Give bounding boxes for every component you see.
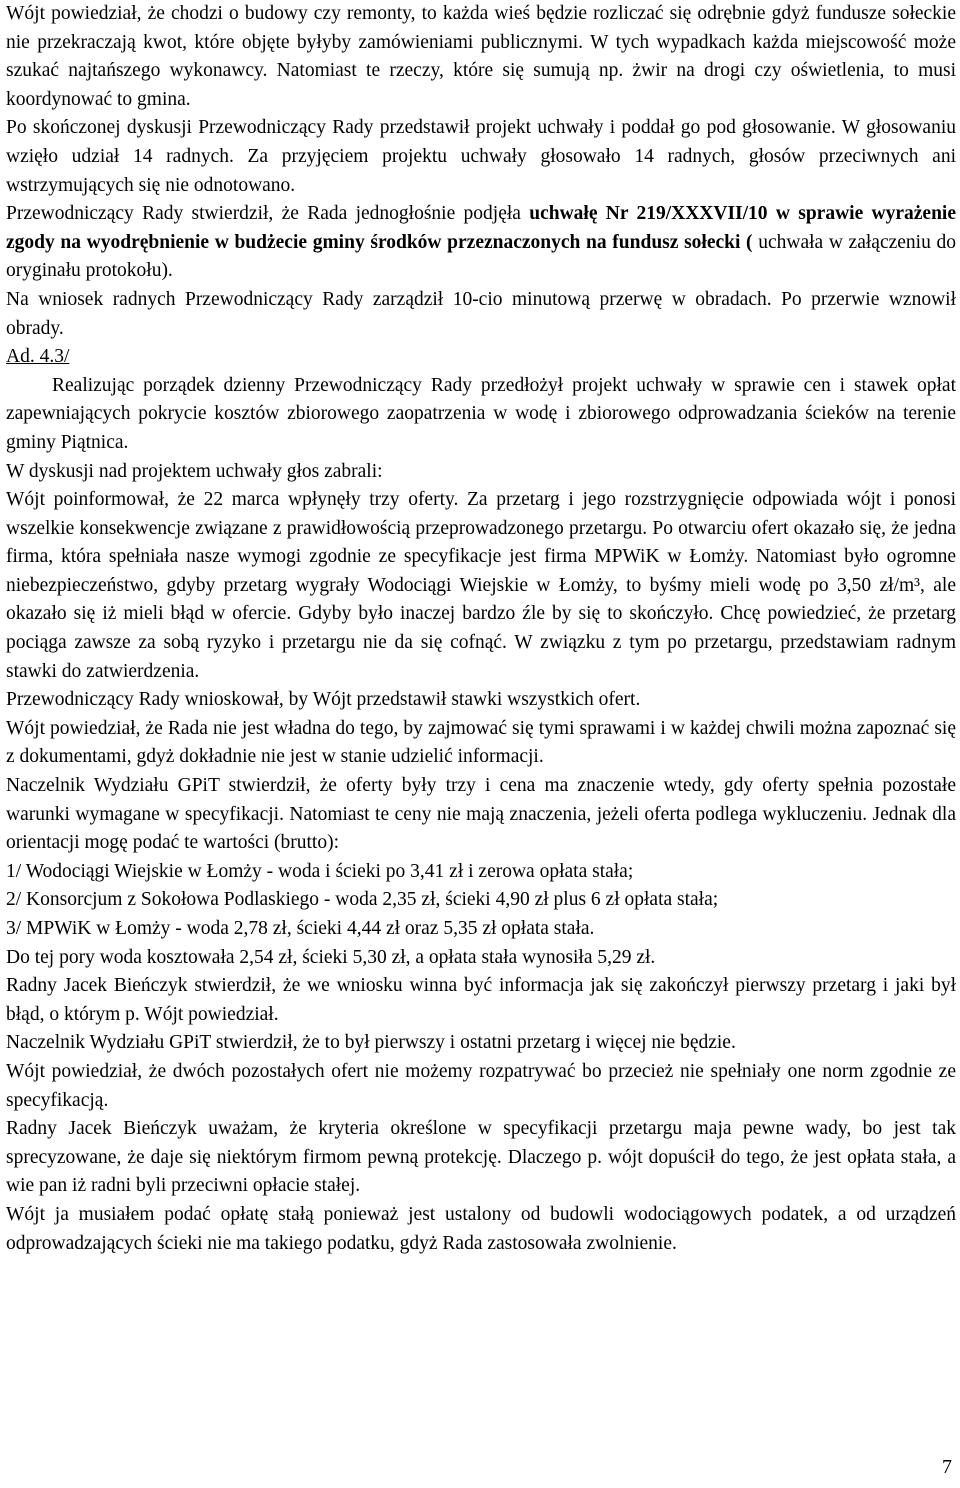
list-item-offer-2: 2/ Konsorcjum z Sokołowa Podlaskiego - woda 2,35 zł, ścieki 4,90 zł plus 6 zł opłata stała; [6, 889, 719, 911]
paragraph-break: Na wniosek radnych Przewodniczący Rady zarządził 10-cio minutową przerwę w obradach. Po przerwie wznowił obrady. [6, 288, 956, 339]
paragraph-wojt-specs: Wójt powiedział, że dwóch pozostałych ofert nie możemy rozpatrywać bo przecież nie spełniały one norm zgodnie ze specyfikacją. [6, 1060, 956, 1111]
paragraph-resolution [6, 200, 956, 286]
document-page [6, 0, 956, 1258]
paragraph-bienczyk-2: Radny Jacek Bieńczyk uważam, że kryteria określone w specyfikacji przetargu maja pewne wady, bo jest tak sprecyzowane, że daje się niektórym firmom pewną protekcję. Dlaczego p. wójt dopuścił do tego, że jest opłata stała, a wie pan iż radni byli przeciwni opłacie stałej. [6, 1118, 956, 1197]
paragraph-vote: Po skończonej dyskusji Przewodniczący Rady przedstawił projekt uchwały i poddał go pod głosowanie. W głosowaniu wzięło udział 14 radnych. Za przyjęciem projektu uchwały głosowało 14 radnych, głosów przeciwnych ani wstrzymujących się nie odnotowano. [6, 117, 956, 196]
list-item-offer-3: 3/ MPWiK w Łomży - woda 2,78 zł, ścieki 4,44 zł oraz 5,35 zł opłata stała. [6, 918, 595, 939]
paragraph-chair-request: Przewodniczący Rady wnioskował, by Wójt przedstawił stawki wszystkich ofert. [6, 689, 641, 711]
list-item-offer-1: 1/ Wodociągi Wiejskie w Łomży - woda i ścieki po 3,41 zł i zerowa opłata stała; [6, 860, 634, 882]
paragraph-bienczyk-1: Radny Jacek Bieńczyk stwierdził, że we wniosku winna być informacja jak się zakończył pierwszy przetarg i jaki był błąd, o którym p. Wójt powiedział. [6, 975, 956, 1025]
resolution-intro: Przewodniczący Rady stwierdził, że Rada jednogłośnie podjęła [6, 203, 530, 225]
paragraph-naczelnik-prices: Naczelnik Wydziału GPiT stwierdził, że oferty były trzy i cena ma znaczenie wtedy, gdy oferty spełnia pozostałe warunki wymagane w specyfikacji. Natomiast te ceny nie mają znaczenia, jeżeli oferta podlega wykluczeniu. Jednak dla orientacji mogę podać te wartości (brutto): [6, 775, 956, 854]
paragraph-wojt-fixed-fee: Wójt ja musiałem podać opłatę stałą ponieważ jest ustalony od budowli wodociągowych podatek, a od urządzeń odprowadzających ścieki nie ma takiego podatku, gdyż Rada zastosowała zwolnienie. [6, 1203, 956, 1254]
paragraph-wojt-offers: Wójt poinformował, że 22 marca wpłynęły trzy oferty. Za przetarg i jego rozstrzygnięcie odpowiada wójt i ponosi wszelkie konsekwencje związane z prawidłowością przeprowadzonego przetargu. Po otwarciu ofert okazało się, że jedna firma, która spełniała nasze wymogi zgodnie ze specyfikacje jest firma MPWiK w Łomży. Natomiast było ogromne niebezpieczeństwo, gdyby przetarg wygrały Wodociągi Wiejskie w Łomży, to byśmy mieli wodę po 3,50 zł/m³, ale okazało się iż mieli błąd w ofercie. Gdyby było inaczej bardzo źle by się to skończyło. Chcę powiedzieć, że przetarg pociąga zawsze za sobą ryzyko i przetargu nie da się cofnąć. W związku z tym po przetargu, przedstawiam radnym stawki do zatwierdzenia. [6, 489, 956, 682]
paragraph-agenda-intro: Realizując porządek dzienny Przewodniczący Rady przedłożył projekt uchwały w sprawie cen i stawek opłat zapewniających pokrycie kosztów zbiorowego zaopatrzenia w wodę i zbiorowego odprowadzania ścieków na terenie gminy Piątnica. [6, 374, 956, 453]
paragraph-wojt-funds: Wójt powiedział, że chodzi o budowy czy remonty, to każda wieś będzie rozliczać się odrębnie gdyż fundusze sołeckie nie przekraczają kwot, które objęte byłyby zamówieniami publicznymi. W tych wypadkach każda miejscowość może szukać najtańszego wykonawcy. Natomiast te rzeczy, które się sumują np. żwir na drogi czy oświetlenia, to musi koordynować to gmina. [6, 3, 956, 110]
discussion-heading: W dyskusji nad projektem uchwały głos zabrali: [6, 460, 383, 482]
agenda-heading [6, 343, 956, 372]
paragraph-wojt-reply: Wójt powiedział, że Rada nie jest władna do tego, by zajmować się tymi sprawami i w każdej chwili można zapoznać się z dokumentami, gdyż dokładnie nie jest w stanie udzielić informacji. [6, 717, 956, 768]
paragraph-naczelnik-last: Naczelnik Wydziału GPiT stwierdził, że to był pierwszy i ostatni przetarg i więcej nie będzie. [6, 1032, 736, 1054]
resolution-tail: uchwała w załączeniu do oryginału protokołu). [6, 231, 956, 282]
paragraph-previous-prices: Do tej pory woda kosztowała 2,54 zł, ścieki 5,30 zł, a opłata stała wynosiła 5,29 zł. [6, 946, 656, 968]
resolution-title: uchwałę Nr 219/XXXVII/10 w sprawie wyrażenie zgody na wyodrębnienie w budżecie gminy środków przeznaczonych na fundusz sołecki ( [6, 203, 956, 253]
agenda-item-label: Ad. 4.3/ [6, 346, 70, 368]
page-number: 7 [942, 1456, 952, 1478]
